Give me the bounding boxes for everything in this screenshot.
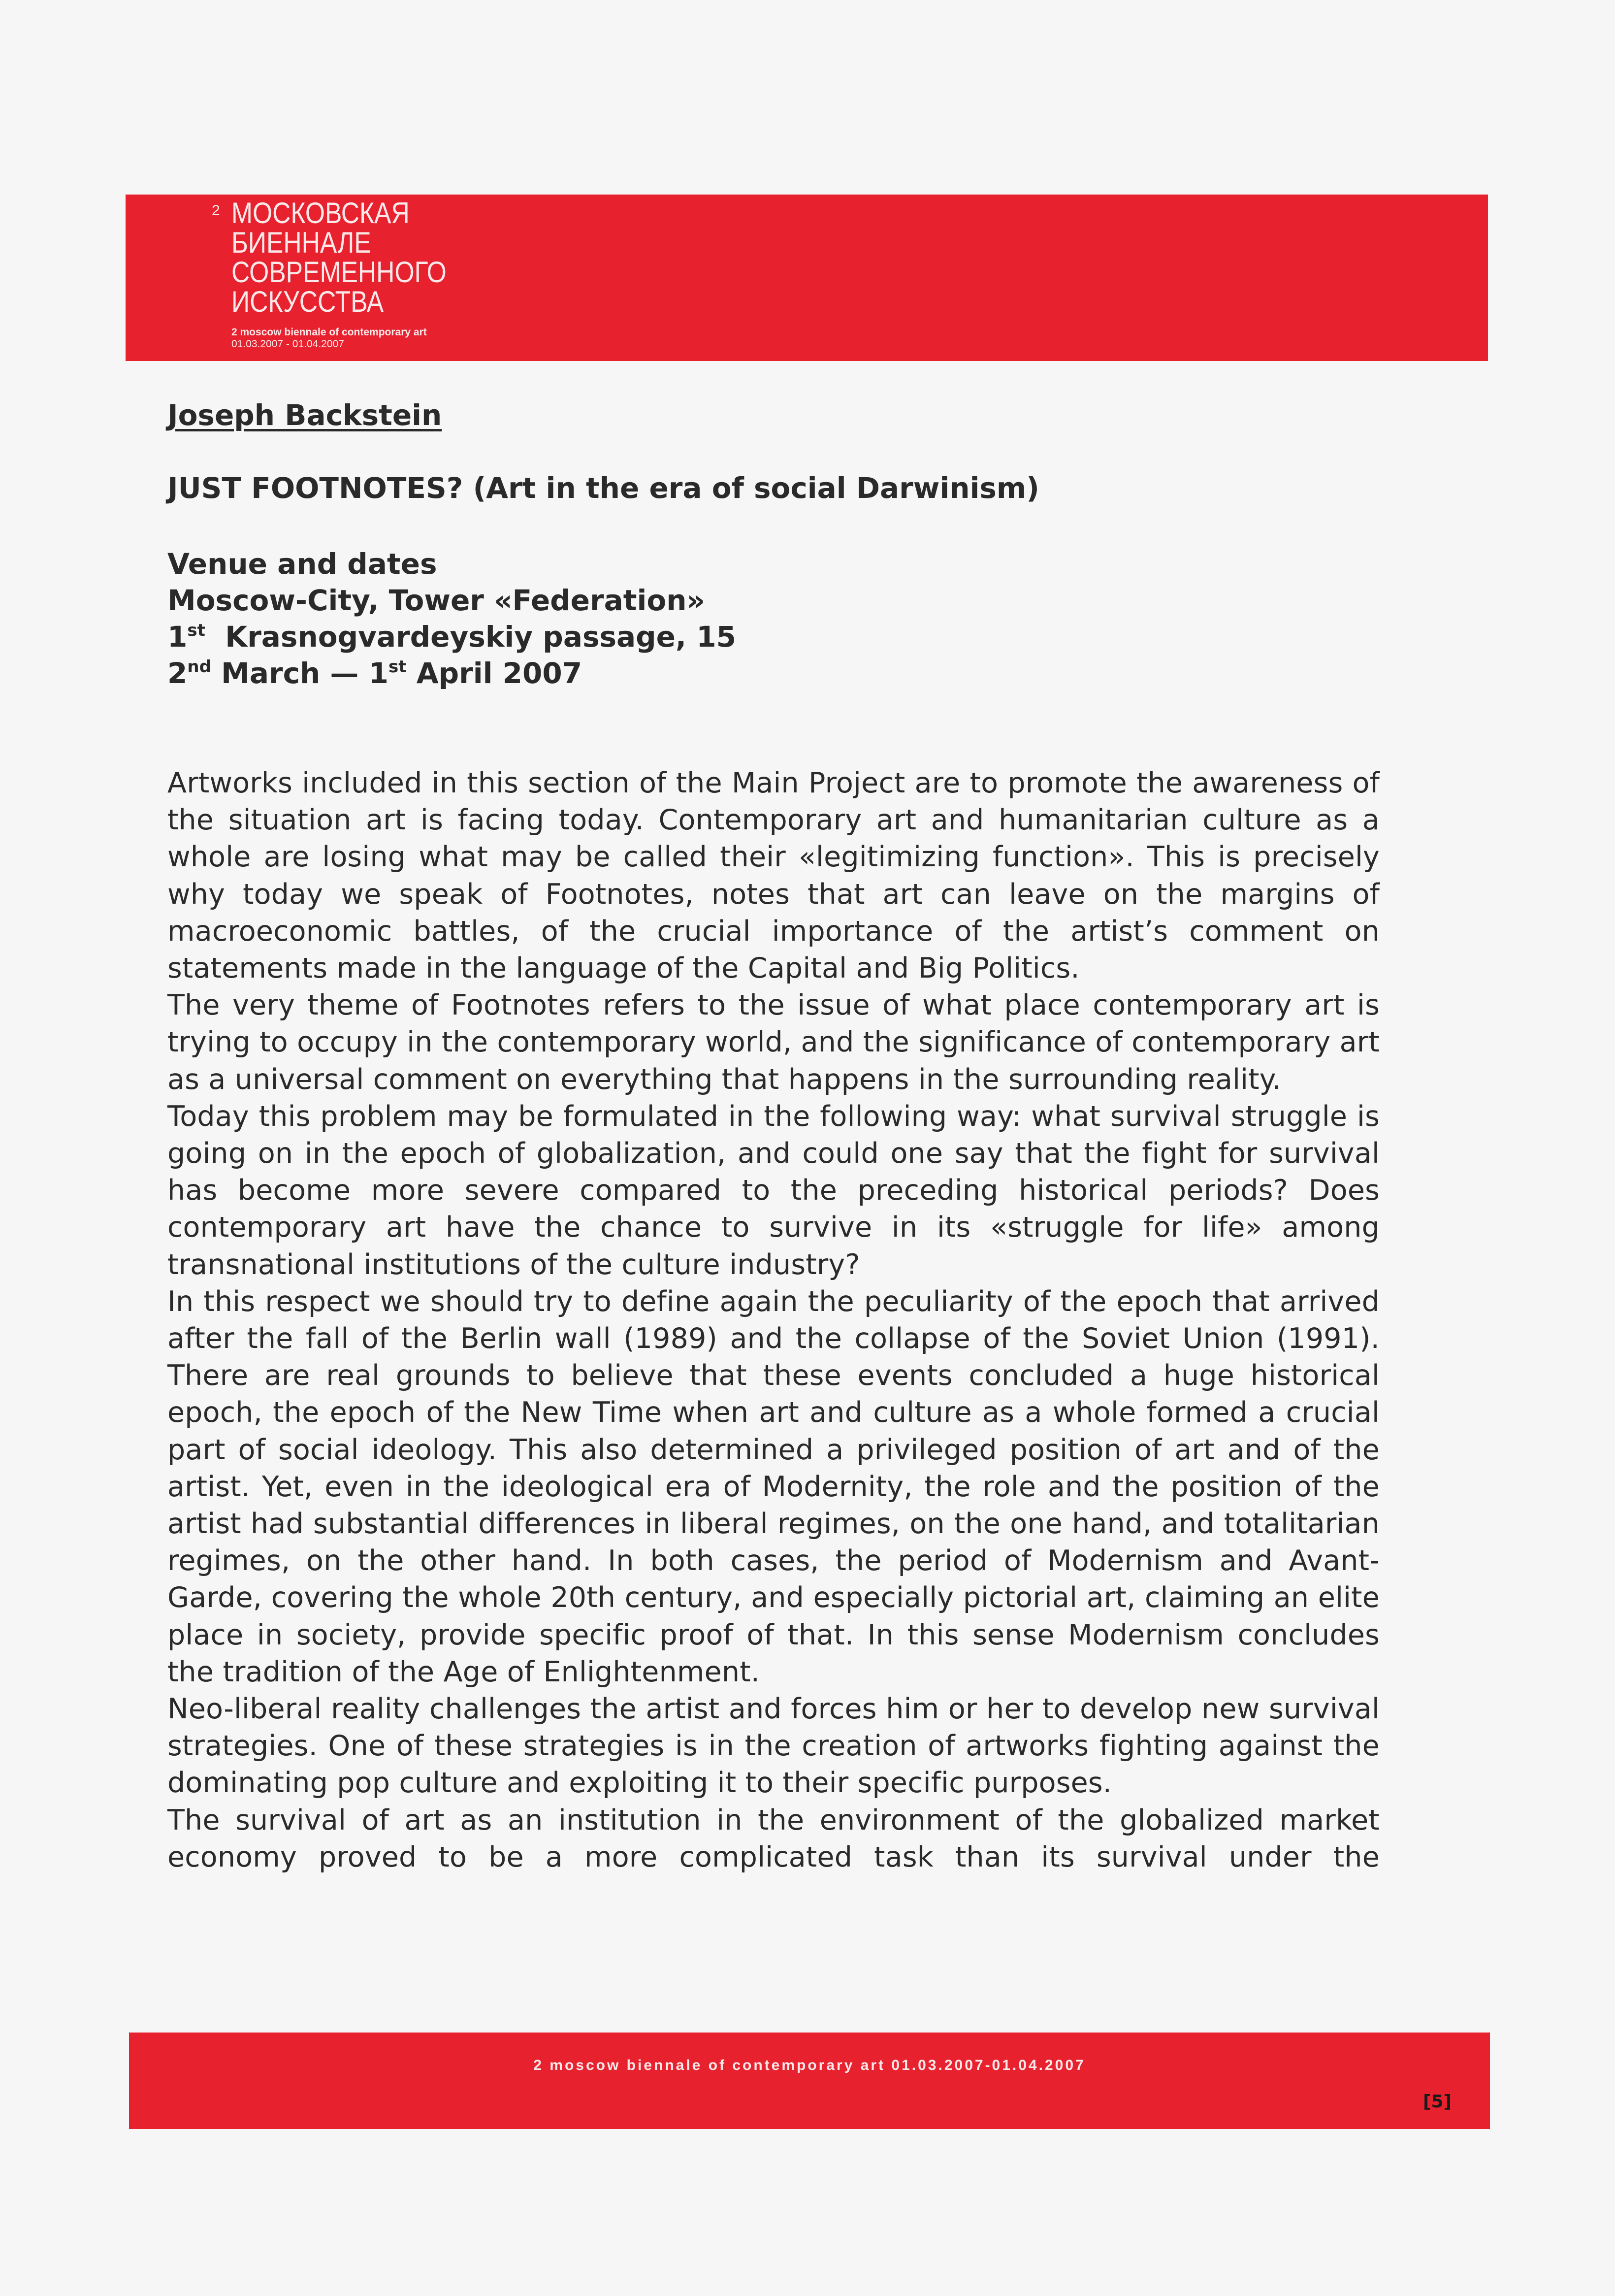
title-line: ИСКУССТВА bbox=[231, 285, 384, 318]
paragraph: The very theme of Footnotes refers to the issue of what place contemporary art is trying to occupy in the contemporary world, and the significance of contemporary art as a universal comment on everything that happens in the surrounding reality. bbox=[167, 989, 1380, 1096]
footer-banner bbox=[129, 2033, 1490, 2129]
venue-heading: Venue and dates bbox=[167, 547, 437, 581]
header-subtitle bbox=[231, 327, 427, 350]
paragraph: Artworks included in this section of the Main Project are to promote the awareness of the situation art is facing today. Contemporary art and humanitarian culture as a whole are losing what may be called their «legitimizing function». This is precisely why today we speak of Footnotes, notes that art can leave on the margins of macroeconomic battles, of the crucial importance of the artist’s comment on statements made in the language of the Capital and Big Politics. bbox=[167, 767, 1380, 985]
footer-text: 2 moscow biennale of contemporary art 01.03.2007-01.04.2007 bbox=[533, 2057, 1086, 2073]
venue-block bbox=[167, 546, 736, 691]
date-start-day: 2 bbox=[167, 656, 188, 690]
paragraph: Today this problem may be formulated in the following way: what survival struggle is going on in the epoch of globalization, and could one say that the fight for survival has become more severe compared to the preceding historical periods? Does contemporary art have the chance to survive in its «struggle for life» among transnational institutions of the culture industry? bbox=[167, 1100, 1380, 1281]
title-line: СОВРЕМЕННОГО bbox=[231, 256, 447, 289]
author-name: Joseph Backstein bbox=[167, 398, 442, 432]
header-banner bbox=[126, 195, 1488, 361]
article-title: JUST FOOTNOTES? (Art in the era of social Darwinism) bbox=[167, 471, 1039, 505]
title-line: МОСКОВСКАЯ bbox=[231, 197, 410, 230]
paragraph: In this respect we should try to define again the peculiarity of the epoch that arrived after the fall of the Berlin wall (1989) and the collapse of the Soviet Union (1991). There are real grounds to believe that these events concluded a huge historical epoch, the epoch of the New Time when art and culture as a whole formed a crucial part of social ideology. This also determined a privileged position of art and of the artist. Yet, even in the ideological era of Modernity, the role and the position of the artist had substantial differences in liberal regimes, on the one hand, and totalitarian regimes, on the other hand. In both cases, the period of Modernism and Avant-Garde, covering the whole 20th century, and especially pictorial art, claiming an elite place in society, provide specific proof of that. In this sense Modernism concludes the tradition of the Age of Enlightenment. bbox=[167, 1285, 1380, 1688]
address-street: Krasnogvardeyskiy passage, 15 bbox=[225, 620, 736, 654]
header-dates: 01.03.2007 - 01.04.2007 bbox=[231, 338, 344, 350]
article-body bbox=[167, 765, 1380, 1876]
edition-number: 2 bbox=[212, 202, 220, 219]
venue-address bbox=[167, 619, 736, 655]
date-end-month: April 2007 bbox=[416, 656, 582, 690]
venue-dates bbox=[167, 655, 736, 691]
date-end-ordinal: st bbox=[388, 657, 407, 677]
paragraph: The survival of art as an institution in the environment of the globalized market economy proved to be a more complicated task than its survival under the bbox=[167, 1804, 1380, 1873]
subtitle-english: 2 moscow biennale of contemporary art bbox=[231, 327, 427, 338]
address-ordinal: st bbox=[187, 621, 205, 640]
venue-location: Moscow-City, Tower «Federation» bbox=[167, 584, 705, 617]
paragraph: Neo-liberal reality challenges the artist and forces him or her to develop new survival strategies. One of these strategies is in the creation of artworks fighting against the dominating pop culture and exploiting it to their specific purposes. bbox=[167, 1693, 1380, 1800]
date-end-day: 1 bbox=[368, 656, 388, 690]
date-start-ordinal: nd bbox=[187, 657, 211, 677]
biennale-title-russian bbox=[231, 198, 447, 317]
address-number: 1 bbox=[167, 620, 188, 654]
date-start-month: March — bbox=[221, 656, 369, 690]
page-number: [5] bbox=[1423, 2092, 1452, 2112]
title-line: БИЕННАЛЕ bbox=[231, 226, 371, 259]
